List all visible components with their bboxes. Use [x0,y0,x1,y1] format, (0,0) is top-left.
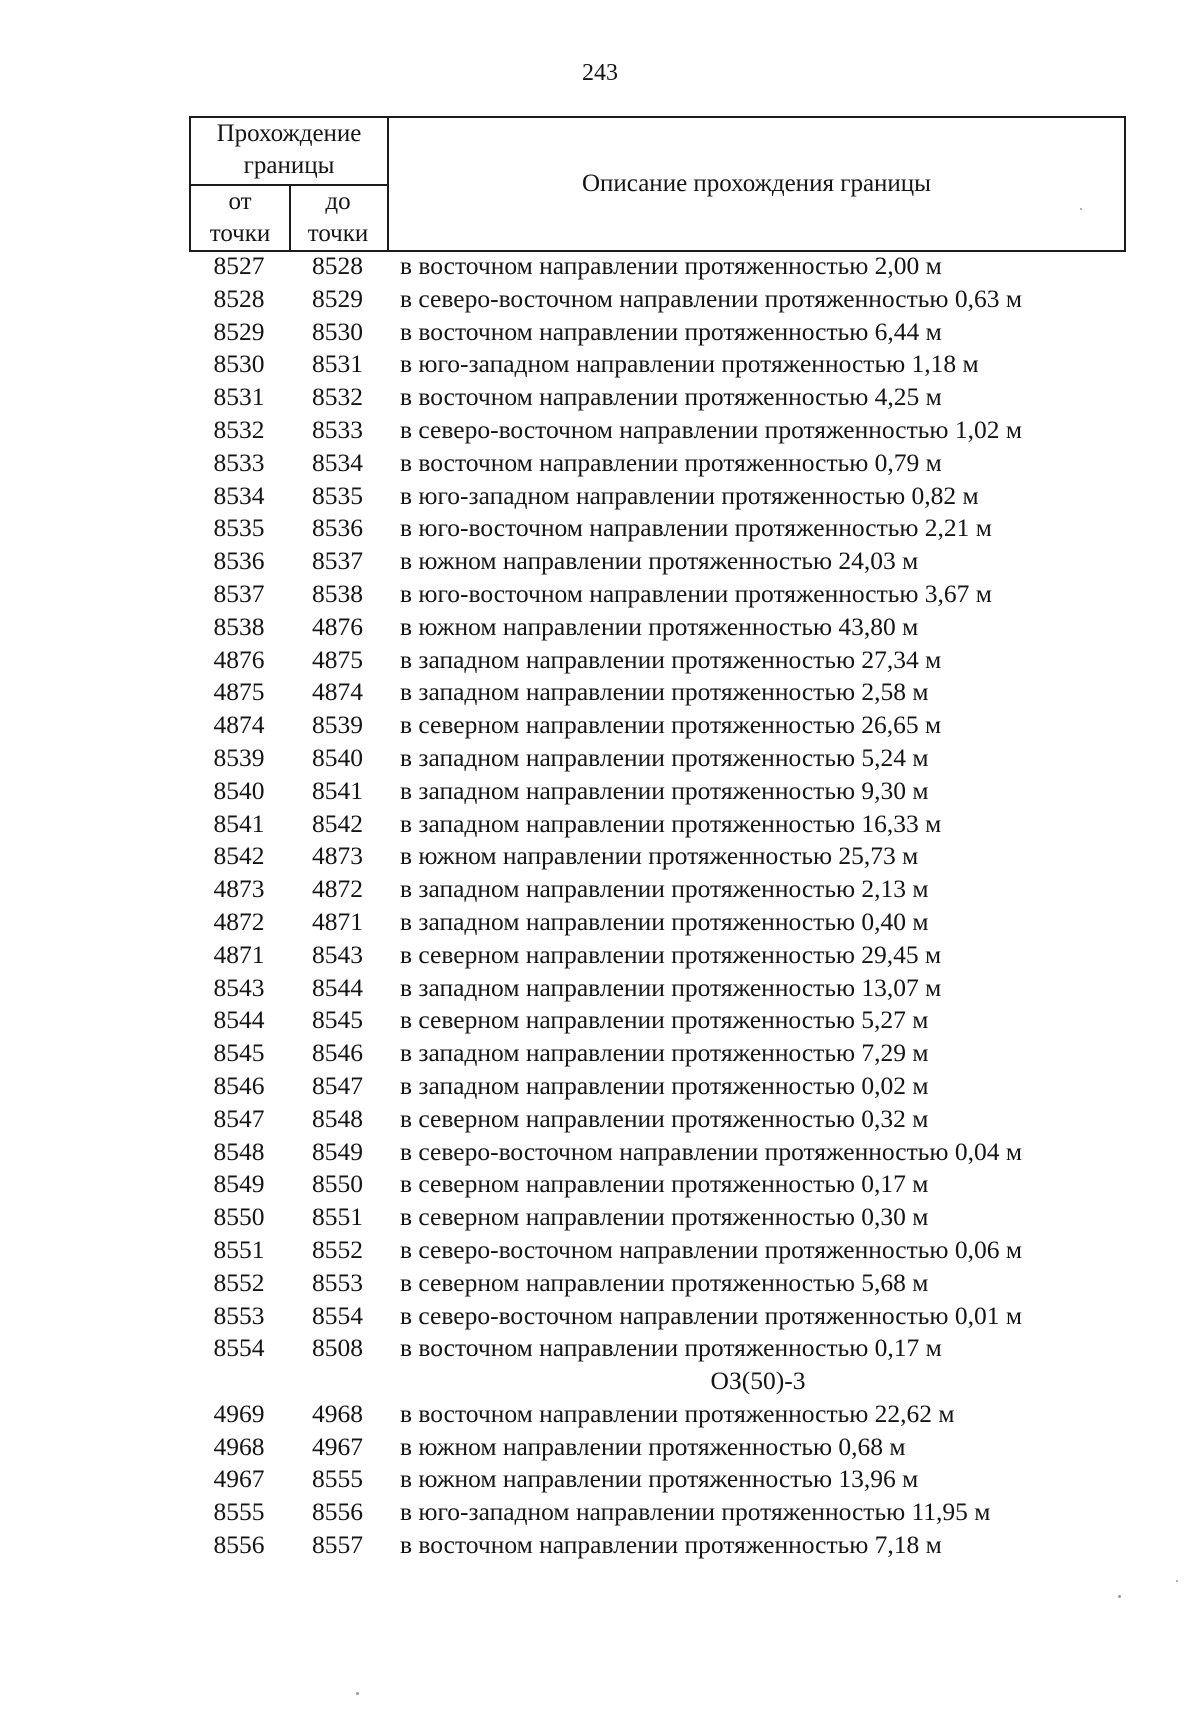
description-cell: в северном направлении протяженностью 0,30 м [400,1202,929,1232]
to-point-cell: 4968 [312,1398,363,1428]
to-point-cell: 8556 [312,1497,363,1527]
table-row [0,1004,1200,1037]
from-point-cell: 8553 [213,1300,265,1330]
from-point-cell: 8555 [213,1497,265,1527]
table-row [0,1398,1200,1431]
from-point-cell: 4872 [213,906,265,936]
from-point-cell: 8550 [213,1202,265,1232]
description-cell: в северном направлении протяженностью 29,45 м [400,939,942,969]
description-cell: в западном направлении протяженностью 0,02 м [400,1070,929,1100]
to-point-cell: 8551 [312,1202,363,1232]
header-boundary-passage [191,118,389,186]
to-point-cell: 8543 [312,939,363,969]
header-boundary-passage-line2: границы [243,152,335,179]
to-point-cell: 8550 [312,1169,363,1199]
to-point-cell: 8544 [312,972,363,1002]
description-cell: в южном направлении протяженностью 13,96 м [400,1464,919,1494]
from-point-cell: 8534 [213,480,265,510]
from-point-cell: 8551 [213,1234,265,1264]
to-point-cell: 8540 [312,742,363,772]
from-point-cell: 8533 [213,447,265,477]
table-body [0,250,1200,1562]
table-row [0,480,1200,513]
to-point-cell: 4872 [312,874,363,904]
table-header [189,116,1126,252]
to-point-cell: 8549 [312,1136,363,1166]
table-row [0,1136,1200,1169]
to-point-cell: 8534 [312,447,363,477]
table-row [0,348,1200,381]
description-cell: в юго-восточном направлении протяженностью 2,21 м [400,513,992,543]
header-from-line1: от [228,188,252,215]
table-row [0,775,1200,808]
from-point-cell: 8528 [213,283,265,313]
description-cell: в восточном направлении протяженностью 0,79 м [400,447,942,477]
description-cell: в северном направлении протяженностью 5,68 м [400,1267,929,1297]
from-point-cell: 8527 [213,251,265,280]
section-label: ОЗ(50)-3 [710,1366,806,1396]
description-cell: в северо-восточном направлении протяженностью 0,04 м [400,1136,1022,1166]
from-point-cell: 8548 [213,1136,265,1166]
scan-speck [1176,1580,1178,1582]
header-from-line2: точки [209,220,271,247]
table-row [0,1300,1200,1333]
description-cell: в южном направлении протяженностью 25,73 м [400,841,919,871]
table-row [0,578,1200,611]
table-row [0,1496,1200,1529]
description-cell: в западном направлении протяженностью 9,30 м [400,775,929,805]
description-cell: в восточном направлении протяженностью 2,00 м [400,251,942,280]
description-cell: в восточном направлении протяженностью 22,62 м [400,1398,955,1428]
from-point-cell: 4874 [213,710,265,740]
to-point-cell: 4967 [312,1431,363,1461]
to-point-cell: 8539 [312,710,363,740]
to-point-cell: 8530 [312,316,363,346]
table-row [0,939,1200,972]
to-point-cell: 8533 [312,414,363,444]
description-cell: в западном направлении протяженностью 27,34 м [400,644,942,674]
from-point-cell: 8552 [213,1267,265,1297]
table-row [0,972,1200,1005]
description-cell: в западном направлении протяженностью 16,33 м [400,808,942,838]
scan-speck [356,1692,359,1695]
to-point-cell: 8532 [312,382,363,412]
table-row [0,1234,1200,1267]
table-row [0,250,1200,283]
to-point-cell: 8536 [312,513,363,543]
table-row [0,414,1200,447]
from-point-cell: 4969 [213,1398,265,1428]
from-point-cell: 8542 [213,841,265,871]
table-row [0,840,1200,873]
header-to-point [289,184,389,252]
from-point-cell: 8530 [213,349,265,379]
table-row [0,1332,1200,1365]
description-cell: в западном направлении протяженностью 5,24 м [400,742,929,772]
from-point-cell: 8545 [213,1038,265,1068]
table-row [0,1267,1200,1300]
from-point-cell: 8544 [213,1005,265,1035]
from-point-cell: 4875 [213,677,265,707]
table-row [0,1529,1200,1562]
header-to-line1: до [325,188,351,215]
to-point-cell: 8548 [312,1103,363,1133]
from-point-cell: 8549 [213,1169,265,1199]
description-cell: в северном направлении протяженностью 0,32 м [400,1103,929,1133]
table-row [0,316,1200,349]
table-row [0,644,1200,677]
description-cell: в южном направлении протяженностью 24,03 м [400,546,919,576]
from-point-cell: 4968 [213,1431,265,1461]
to-point-cell: 8528 [312,251,363,280]
description-cell: в северо-восточном направлении протяженностью 1,02 м [400,414,1022,444]
to-point-cell: 8545 [312,1005,363,1035]
to-point-cell: 8553 [312,1267,363,1297]
description-cell: в западном направлении протяженностью 7,29 м [400,1038,929,1068]
to-point-cell: 8537 [312,546,363,576]
to-point-cell: 8538 [312,578,363,608]
to-point-cell: 8546 [312,1038,363,1068]
table-row [0,676,1200,709]
from-point-cell: 8535 [213,513,265,543]
from-point-cell: 8556 [213,1530,265,1560]
section-label-row [0,1365,1200,1398]
description-cell: в северо-восточном направлении протяженностью 0,06 м [400,1234,1022,1264]
table-row [0,1168,1200,1201]
description-cell: в южном направлении протяженностью 0,68 м [400,1431,906,1461]
scan-speck [1118,1595,1121,1598]
description-cell: в западном направлении протяженностью 13,07 м [400,972,942,1002]
table-row [0,742,1200,775]
to-point-cell: 8542 [312,808,363,838]
table-row [0,1070,1200,1103]
table-row [0,906,1200,939]
description-cell: в юго-западном направлении протяженностью 11,95 м [400,1497,991,1527]
table-row [0,611,1200,644]
from-point-cell: 8540 [213,775,265,805]
from-point-cell: 4871 [213,939,265,969]
table-row [0,1431,1200,1464]
from-point-cell: 8539 [213,742,265,772]
description-cell: в восточном направлении протяженностью 0,17 м [400,1333,942,1363]
description-cell: в юго-западном направлении протяженностью 0,82 м [400,480,979,510]
to-point-cell: 8555 [312,1464,363,1494]
description-cell: в северо-восточном направлении протяженностью 0,01 м [400,1300,1022,1330]
from-point-cell: 8529 [213,316,265,346]
table-row [0,808,1200,841]
description-cell: в северном направлении протяженностью 5,27 м [400,1005,929,1035]
to-point-cell: 8541 [312,775,363,805]
to-point-cell: 4873 [312,841,363,871]
description-cell: в северо-восточном направлении протяженностью 0,63 м [400,283,1022,313]
description-cell: в западном направлении протяженностью 2,13 м [400,874,929,904]
table-row [0,1103,1200,1136]
from-point-cell: 4873 [213,874,265,904]
table-row [0,873,1200,906]
table-row [0,512,1200,545]
page-number: 243 [582,60,618,86]
description-cell: в северном направлении протяженностью 0,17 м [400,1169,929,1199]
description-cell: в западном направлении протяженностью 0,40 м [400,906,929,936]
to-point-cell: 8557 [312,1530,363,1560]
from-point-cell: 8541 [213,808,265,838]
header-boundary-passage-line1: Прохождение [216,120,362,147]
from-point-cell: 8547 [213,1103,265,1133]
from-point-cell: 8532 [213,414,265,444]
from-point-cell: 8543 [213,972,265,1002]
scan-speck [1080,208,1082,210]
from-point-cell: 8554 [213,1333,265,1363]
description-cell: в восточном направлении протяженностью 7,18 м [400,1530,942,1560]
description-cell: в южном направлении протяженностью 43,80 м [400,611,919,641]
to-point-cell: 8535 [312,480,363,510]
table-row [0,1201,1200,1234]
description-cell: в юго-западном направлении протяженностью 1,18 м [400,349,979,379]
table-row [0,545,1200,578]
from-point-cell: 8536 [213,546,265,576]
to-point-cell: 8508 [312,1333,363,1363]
to-point-cell: 4875 [312,644,363,674]
from-point-cell: 8538 [213,611,265,641]
table-row [0,283,1200,316]
from-point-cell: 4967 [213,1464,265,1494]
header-description: Описание прохождения границы [582,170,931,197]
to-point-cell: 8554 [312,1300,363,1330]
description-cell: в западном направлении протяженностью 2,58 м [400,677,929,707]
to-point-cell: 8547 [312,1070,363,1100]
from-point-cell: 8537 [213,578,265,608]
from-point-cell: 4876 [213,644,265,674]
header-from-point [191,184,291,252]
description-cell: в восточном направлении протяженностью 6,44 м [400,316,942,346]
description-cell: в восточном направлении протяженностью 4,25 м [400,382,942,412]
from-point-cell: 8531 [213,382,265,412]
table-row [0,1037,1200,1070]
table-row [0,709,1200,742]
table-row [0,447,1200,480]
description-cell: в юго-восточном направлении протяженностью 3,67 м [400,578,992,608]
description-cell: в северном направлении протяженностью 26,65 м [400,710,942,740]
table-row [0,1463,1200,1496]
header-to-line2: точки [307,220,369,247]
to-point-cell: 8531 [312,349,363,379]
to-point-cell: 4876 [312,611,363,641]
table-row [0,381,1200,414]
from-point-cell: 8546 [213,1070,265,1100]
to-point-cell: 8529 [312,283,363,313]
to-point-cell: 4874 [312,677,363,707]
to-point-cell: 8552 [312,1234,363,1264]
to-point-cell: 4871 [312,906,363,936]
